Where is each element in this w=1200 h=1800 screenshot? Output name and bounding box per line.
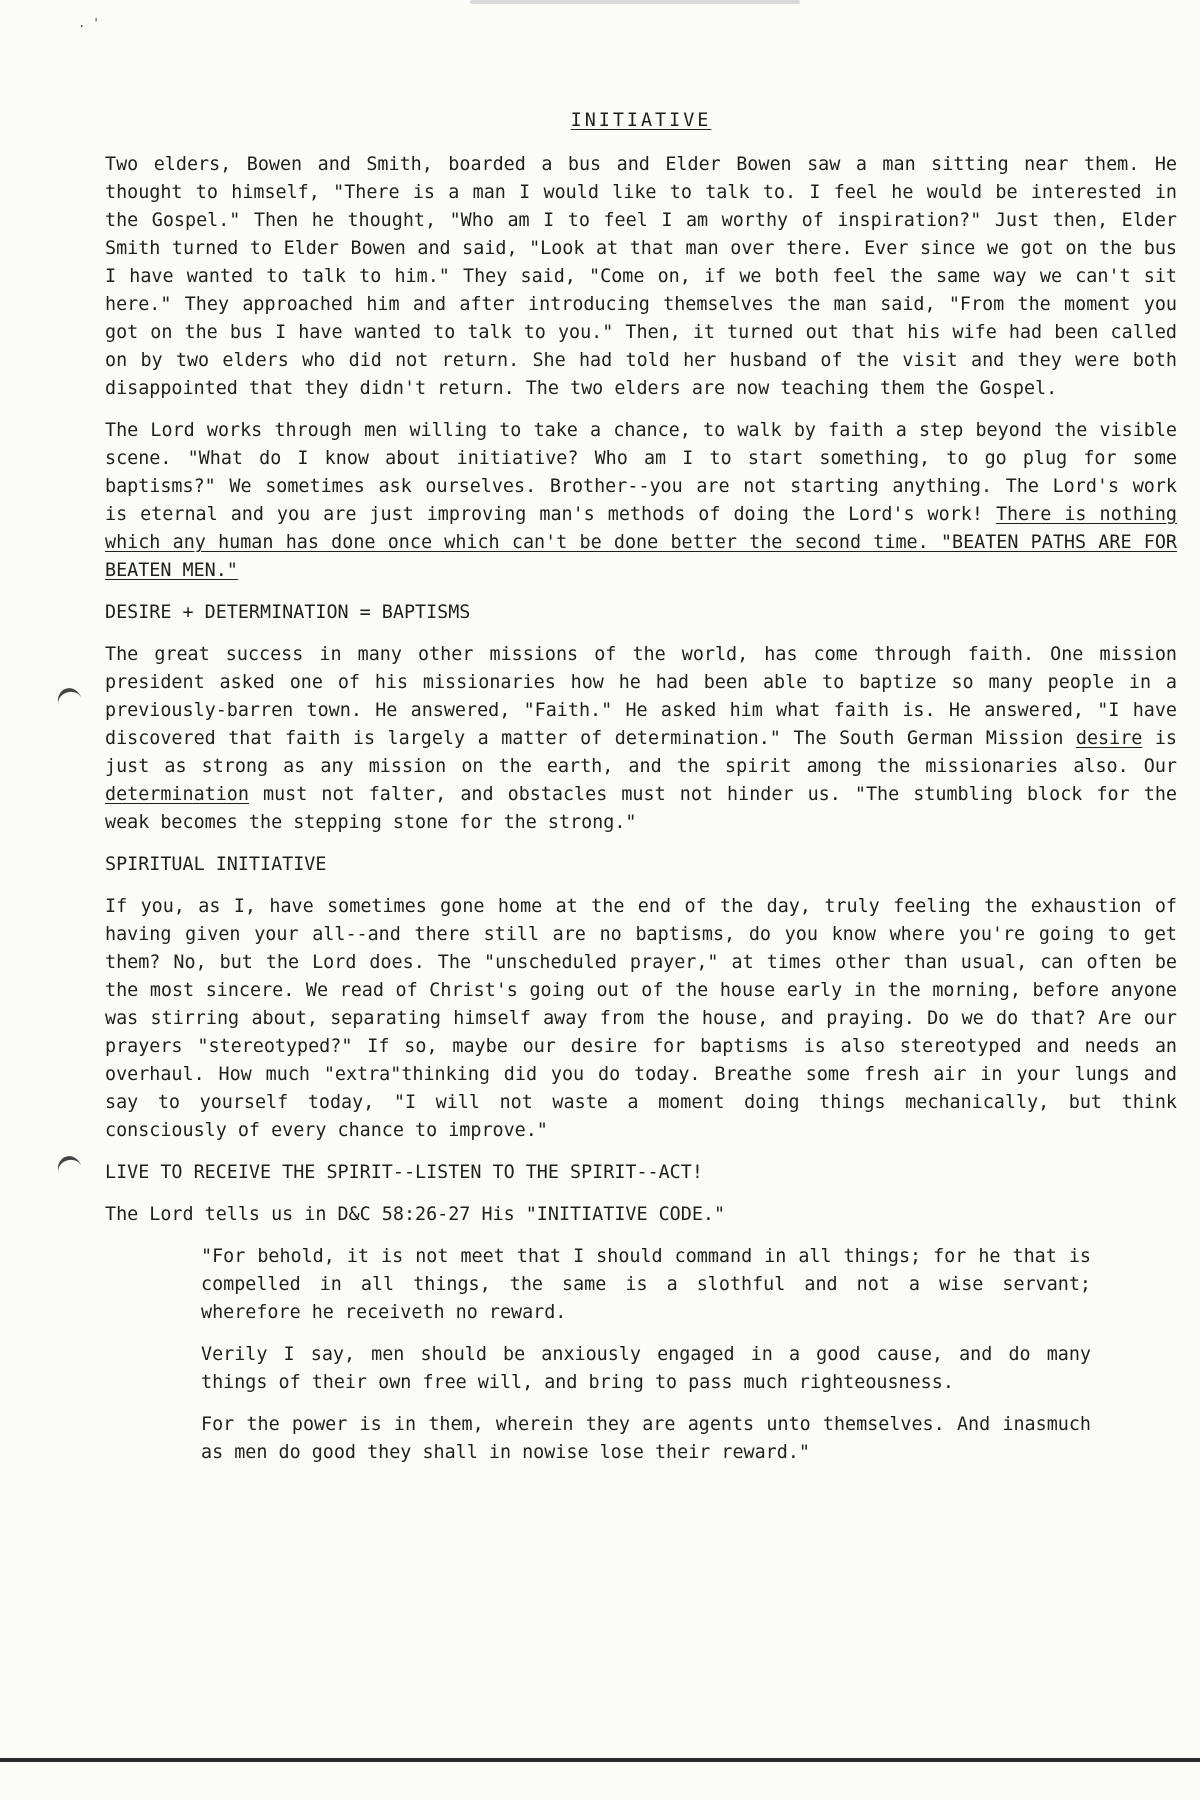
document-content	[105, 108, 1177, 1481]
title-text: INITIATIVE	[570, 110, 712, 131]
bus-story-paragraph: Two elders, Bowen and Smith, boarded a bus and Elder Bowen saw a man sitting near them. He thought to himself, "There is a man I would like to talk to. I feel he would be interested in the Gospel." Then he thought, "Who am I to feel I am worthy of inspiration?" Just then, Elder Smith turned to Elder Bowen and said, "Look at that man over there. Ever since we got on the bus I have wanted to talk to him." They said, "Come on, if we both feel the same way we can't sit here." They approached him and after introducing themselves the man said, "From the moment you got on the bus I have wanted to talk to you." Then, it turned out that his wife had been called on by two elders who did not return. She had told her husband of the visit and they were both disappointed that they didn't return. The two elders are now teaching them the Gospel.	[105, 154, 1177, 399]
faith-paragraph-text-middle: is just as strong as any mission on the earth, and the spirit among the missionaries also. Our	[105, 728, 1177, 777]
initiative-paragraph-text: The Lord works through men willing to take a chance, to walk by faith a step beyond the visible scene. "What do I know about initiative? Who am I to start something, to go plug for some baptisms?" We sometimes ask ourselves. Brother--you are not starting anything. The Lord's work is eternal and you are just improving man's methods of doing the Lord's work!	[105, 420, 1177, 525]
scripture-verse-3: For the power is in them, wherein they are agents unto themselves. And inasmuch as men do good they shall in nowise lose their reward."	[201, 1414, 1091, 1463]
section-heading-desire-determination: DESIRE + DETERMINATION = BAPTISMS	[105, 602, 471, 623]
determination-emphasis-word: determination	[105, 784, 249, 805]
punch-hole-mark	[55, 685, 86, 719]
initiative-emphasis-text: There is nothing which any human has done once which can't be done better the second time. "BEATEN PATHS ARE FOR BEATEN MEN."	[105, 504, 1178, 581]
top-scan-mark	[470, 0, 800, 4]
section-heading-spiritual-initiative: SPIRITUAL INITIATIVE	[105, 854, 327, 875]
initiative-code-intro: The Lord tells us in D&C 58:26-27 His "INITIATIVE CODE."	[105, 1204, 726, 1225]
faith-paragraph-text-start: The great success in many other missions of the world, has come through faith. One mission president asked one of his missionaries how he had been able to baptize so many people in a previously-barren town. He answered, "Faith." He asked him what faith is. He answered, "I have discovered that faith is largely a matter of determination." The South German Mission	[105, 644, 1177, 749]
faith-determination-paragraph	[105, 641, 1177, 837]
punch-hole-mark	[55, 1153, 86, 1187]
live-to-receive-spirit-line: LIVE TO RECEIVE THE SPIRIT--LISTEN TO THE SPIRIT--ACT!	[105, 1162, 703, 1183]
bottom-dark-rule	[0, 1758, 1200, 1762]
scripture-verse-1: "For behold, it is not meet that I should command in all things; for he that is compelled in all things, the same is a slothful and not a wise servant; wherefore he receiveth no reward.	[201, 1246, 1091, 1323]
initiative-paragraph	[105, 417, 1177, 585]
faith-paragraph-text-end: must not falter, and obstacles must not hinder us. "The stumbling block for the weak becomes the stepping stone for the strong."	[105, 784, 1177, 833]
scripture-quote	[201, 1243, 1091, 1467]
document-title	[105, 108, 1177, 134]
margin-mark: . '	[78, 16, 100, 30]
scripture-verse-2: Verily I say, men should be anxiously engaged in a good cause, and do many things of their own free will, and bring to pass much righteousness.	[201, 1344, 1091, 1393]
desire-emphasis-word: desire	[1075, 728, 1143, 749]
spiritual-initiative-paragraph: If you, as I, have sometimes gone home at the end of the day, truly feeling the exhaustion of having given your all--and there still are no baptisms, do you know where you're going to get them? No, but the Lord does. The "unscheduled prayer," at times other than usual, can often be the most sincere. We read of Christ's going out of the house early in the morning, before anyone was stirring about, separating himself away from the house, and praying. Do we do that? Are our prayers "stereotyped?" If so, maybe our desire for baptisms is also stereotyped and needs an overhaul. How much "extra"thinking did you do today. Breathe some fresh air in your lungs and say to yourself today, "I will not waste a moment doing things mechanically, but think consciously of every chance to improve."	[105, 896, 1177, 1141]
